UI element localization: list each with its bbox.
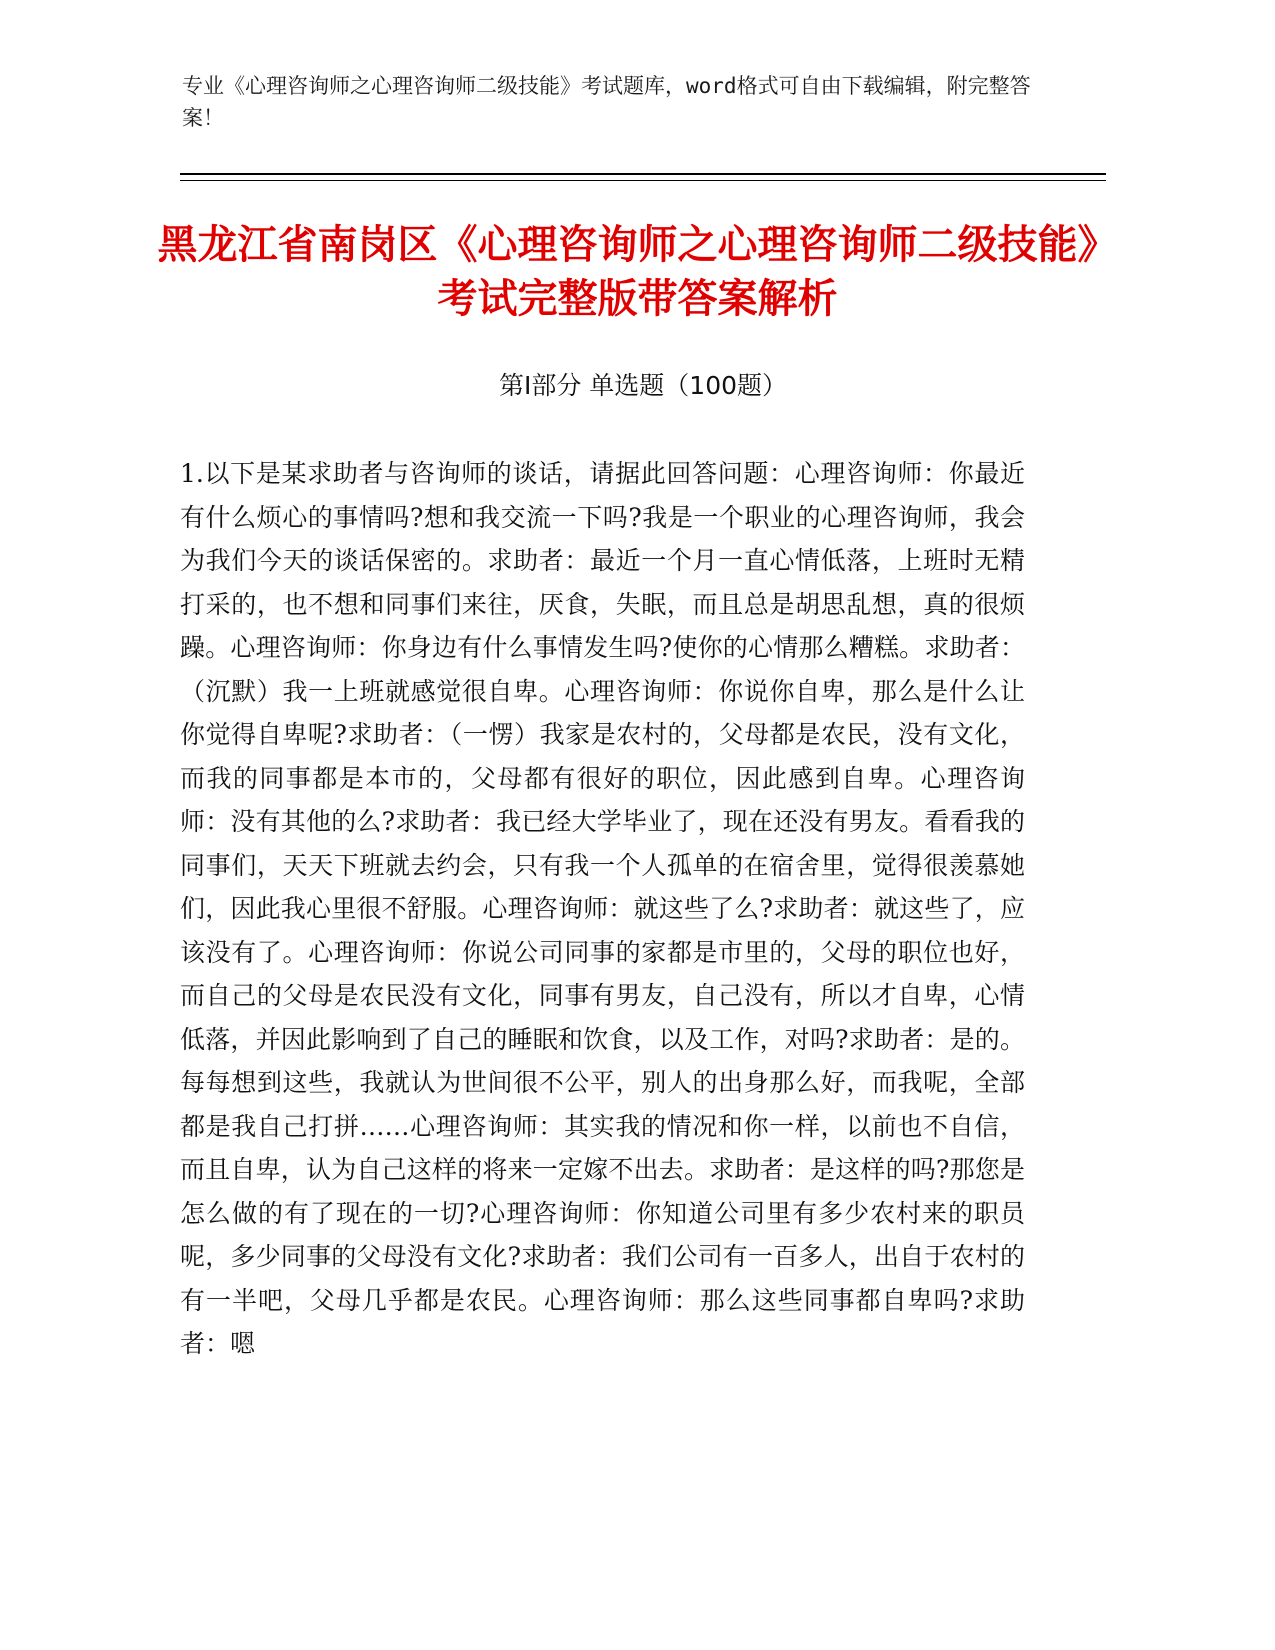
header-note: 专业《心理咨询师之心理咨询师二级技能》考试题库，word格式可自由下载编辑，附完整答案！ (182, 74, 1031, 130)
header-divider-thick (180, 173, 1106, 175)
question-text: 1.以下是某求助者与咨询师的谈话，请据此回答问题：心理咨询师：你最近有什么烦心的事情吗?想和我交流一下吗?我是一个职业的心理咨询师，我会为我们今天的谈话保密的。求助者：最近一个月一直心情低落，上班时无精打采的，也不想和同事们来往，厌食，失眠，而且总是胡思乱想，真的很烦躁。心理咨询师：你身边有什么事情发生吗?使你的心情那么糟糕。求助者：（沉默）我一上班就感觉很自卑。心理咨询师：你说你自卑，那么是什么让你觉得自卑呢?求助者：（一愣）我家是农村的，父母都是农民，没有文化，而我的同事都是本市的，父母都有很好的职位，因此感到自卑。心理咨询师：没有其他的么?求助者：我已经大学毕业了，现在还没有男友。看看我的同事们，天天下班就去约会，只有我一个人孤单的在宿舍里，觉得很羡慕她们，因此我心里很不舒服。心理咨询师：就这些了么?求助者：就这些了，应该没有了。心理咨询师：你说公司同事的家都是市里的，父母的职位也好，而自己的父母是农民没有文化，同事有男友，自己没有，所以才自卑，心情低落，并因此影响到了自己的睡眠和饮食，以及工作，对吗?求助者：是的。每每想到这些，我就认为世间很不公平，别人的出身那么好，而我呢，全部都是我自己打拼……心理咨询师：其实我的情况和你一样，以前也不自信，而且自卑，认为自己这样的将来一定嫁不出去。求助者：是这样的吗?那您是怎么做的有了现在的一切?心理咨询师：你知道公司里有多少农村来的职员呢，多少同事的父母没有文化?求助者：我们公司有一百多人，出自于农村的有一半吧，父母几乎都是农民。心理咨询师：那么这些同事都自卑吗?求助者：嗯 (180, 459, 1025, 1358)
header-divider-thin (180, 180, 1106, 181)
section-heading: 第Ⅰ部分 单选题（100题） (498, 371, 788, 400)
document-title: 黑龙江省南岗区《心理咨询师之心理咨询师二级技能》考试完整版带答案解析 (157, 222, 1118, 322)
